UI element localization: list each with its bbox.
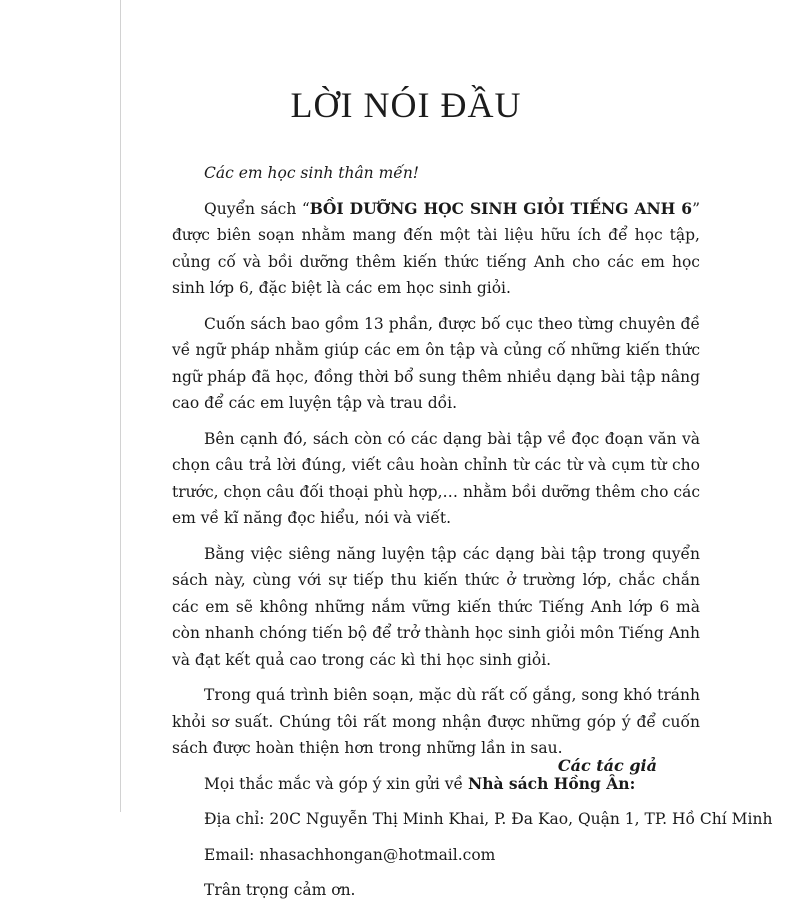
publisher-name: Nhà sách Hồng Ân [468, 773, 630, 793]
intro-text-end: ” được biên soạn nhằm mang đến một tài liệu hữu ích để học tập, củng cố và bồi dưỡng thêm kiến thức tiếng Anh cho các em học sinh lớp 6, đặc biệt là các em học sinh giỏi. [172, 199, 700, 297]
book-page [120, 0, 812, 899]
paragraph-exercises: Bên cạnh đó, sách còn có các dạng bài tập về đọc đoạn văn và chọn câu trả lời đúng, viết câu hoàn chỉnh từ các từ và cụm từ cho trước, chọn câu đối thoại phù hợp,… nhằm bồi dưỡng thêm cho các em về kĩ năng đọc hiểu, nói và viết. [172, 429, 700, 527]
address-line: Địa chỉ: 20C Nguyễn Thị Minh Khai, P. Đa Kao, Quận 1, TP. Hồ Chí Minh [204, 810, 773, 828]
paragraph-feedback: Trong quá trình biên soạn, mặc dù rất cố gắng, song khó tránh khỏi sơ suất. Chúng tôi rất mong nhận được những góp ý để cuốn sách được hoàn thiện hơn trong những lần in sau. [172, 686, 700, 757]
signature: Các tác giả [557, 756, 657, 775]
paragraph-structure: Cuốn sách bao gồm 13 phần, được bố cục theo từng chuyên đề về ngữ pháp nhằm giúp các em ôn tập và củng cố những kiến thức ngữ pháp đã học, đồng thời bổ sung thêm nhiều dạng bài tập nâng cao để các em luyện tập và trau dồi. [172, 314, 700, 412]
thanks-line: Trân trọng cảm ơn. [204, 881, 356, 899]
book-title: BỒI DƯỠNG HỌC SINH GIỎI TIẾNG ANH 6 [309, 198, 693, 218]
contact-intro: Mọi thắc mắc và góp ý xin gửi về [204, 774, 469, 793]
preface-body [172, 160, 773, 913]
contact-colon: : [629, 773, 636, 793]
paragraph-intro [172, 196, 700, 302]
intro-text-start: Quyển sách “ [204, 199, 310, 218]
greeting: Các em học sinh thân mến! [204, 164, 420, 182]
email-line: Email: nhasachhongan@hotmail.com [204, 845, 496, 864]
page-title: LỜI NÓI ĐẦU [290, 85, 522, 125]
paragraph-practice: Bằng việc siêng năng luyện tập các dạng bài tập trong quyển sách này, cùng với sự tiếp thu kiến thức ở trường lớp, chắc chắn các em sẽ không những nắm vững kiến thức Tiếng Anh lớp 6 mà còn nhanh chóng tiến bộ để trở thành học sinh giỏi môn Tiếng Anh và đạt kết quả cao trong các kì thi học sinh giỏi. [172, 544, 700, 669]
